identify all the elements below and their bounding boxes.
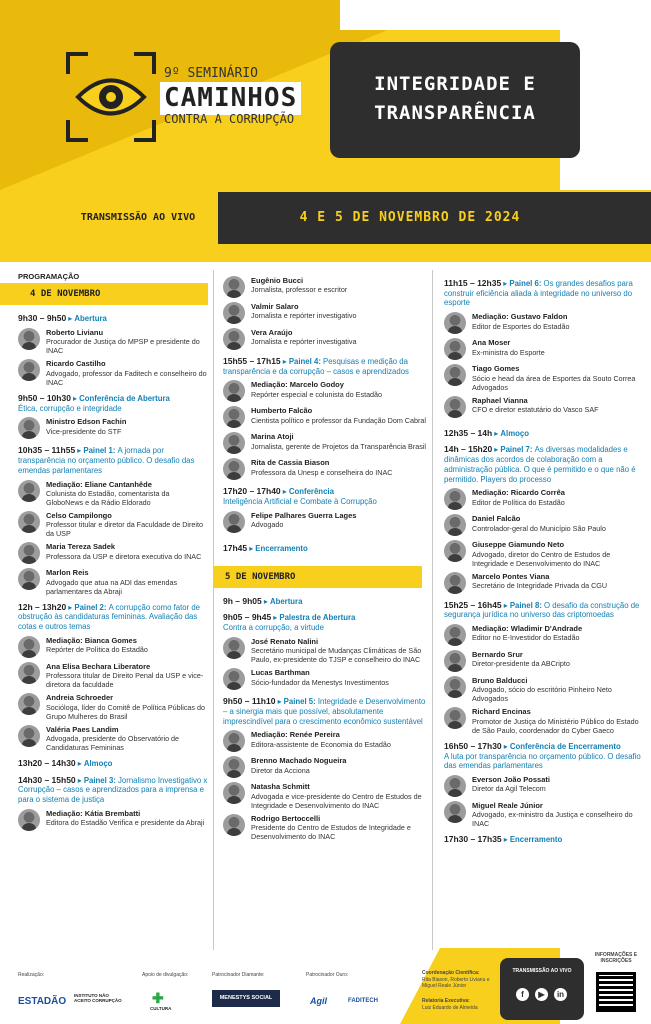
- avatar: [223, 302, 245, 324]
- arrow-icon: ▸: [277, 697, 284, 707]
- panel-label: Painel 2:: [74, 602, 107, 612]
- speaker-role: Presidente do Centro de Estudos de Integridade e Desenvolvimento do INAC: [251, 823, 411, 842]
- speaker: [223, 782, 426, 809]
- session-time: 9h50 – 10h30: [18, 392, 71, 403]
- session: [444, 428, 644, 439]
- session-subtitle: Inteligência Artificial e Combate à Corrupção: [223, 497, 377, 507]
- speaker-role: Advogada e vice-presidente do Centro de Estudos de Integridade e Desenvolvimento do INAC: [251, 791, 422, 810]
- session: [223, 486, 426, 506]
- avatar: [444, 650, 466, 672]
- session-title: Conferência de Encerramento: [509, 741, 621, 751]
- avatar: [223, 782, 245, 804]
- speaker: [444, 624, 644, 646]
- session-time: 14h – 15h20: [444, 444, 493, 455]
- panel-label: Painel 4:: [288, 357, 321, 366]
- arrow-icon: ▸: [503, 600, 510, 610]
- arrow-icon: ▸: [68, 314, 75, 324]
- arrow-icon: ▸: [68, 602, 75, 612]
- speaker-role: Professora da Unesp e conselheira do INAC: [251, 467, 393, 477]
- speaker-name: Rodrigo Bertoccelli: [251, 813, 321, 823]
- agil-logo: Agil: [310, 996, 327, 1006]
- speaker-name: Maria Tereza Sadek: [46, 542, 116, 552]
- relatoria-name: Luiz Eduardo de Almeida: [422, 1005, 478, 1011]
- avatar: [444, 338, 466, 360]
- session-title: Encerramento: [509, 835, 563, 845]
- avatar: [18, 511, 40, 533]
- speaker-role: Editora-assistente de Economia do Estadão: [251, 739, 391, 749]
- session-time: 12h – 13h20: [18, 601, 67, 612]
- estadao-logo: ESTADÃO: [18, 996, 67, 1007]
- speaker-name: Valmir Salaro: [251, 302, 299, 311]
- arrow-icon: ▸: [249, 543, 256, 553]
- speaker-role: Jornalista, gerente de Projetos da Transparência Brasil: [251, 441, 426, 451]
- session: [444, 834, 644, 845]
- theme-box: [330, 42, 580, 158]
- speaker-name: Bernardo Srur: [472, 650, 523, 660]
- program-column-1: [18, 272, 208, 831]
- speaker: [18, 809, 208, 831]
- speaker-role: Ex-ministra do Esporte: [472, 347, 545, 357]
- panel-label: Painel 6:: [509, 279, 542, 288]
- speaker-role: Jornalista e repórter investigativo: [251, 311, 357, 321]
- avatar: [444, 540, 466, 562]
- speaker-name: Ana Elisa Bechara Liberatore: [46, 661, 151, 671]
- avatar: [223, 756, 245, 778]
- speaker: [223, 432, 426, 454]
- avatar: [18, 359, 40, 381]
- speaker-name: Mediação: Eliane Cantanhêde: [46, 479, 152, 489]
- day-band: 5 DE NOVEMBRO: [213, 566, 422, 588]
- speaker: [18, 417, 208, 439]
- session-time: 12h35 – 14h: [444, 427, 493, 438]
- session: [444, 741, 644, 771]
- speaker-name: Mediação: Marcelo Godoy: [251, 380, 344, 390]
- session-subtitle: A luta por transparência no orçamento público. O desafio das emendas parlamentares: [444, 751, 641, 771]
- session-time: 9h30 – 9h50: [18, 313, 67, 324]
- session: [223, 356, 426, 376]
- program-column-2: [223, 272, 426, 841]
- speaker: [444, 676, 644, 703]
- session-time: 10h35 – 11h55: [18, 445, 76, 456]
- speaker-role: Cientista político e professor da Fundação Dom Cabral: [251, 415, 426, 425]
- panel-label: Painel 5:: [283, 697, 316, 707]
- arrow-icon: ▸: [282, 357, 289, 366]
- avatar: [18, 417, 40, 439]
- avatar: [444, 364, 466, 386]
- speaker-name: Mediação: Kátia Brembatti: [46, 808, 141, 818]
- speaker: [18, 542, 208, 564]
- session-time: 14h30 – 15h50: [18, 774, 76, 785]
- speaker: [444, 312, 644, 334]
- speaker: [223, 637, 426, 664]
- speaker-name: Eugênio Bucci: [251, 276, 304, 285]
- speaker-role: Jornalista, professor e escritor: [251, 285, 348, 295]
- speaker-role: Advogado que atua na ADI das emendas parlamentares da Abraji: [46, 577, 178, 596]
- avatar: [223, 814, 245, 836]
- session-time: 9h – 9h05: [223, 595, 262, 606]
- speaker: [444, 572, 644, 594]
- speaker: [223, 302, 426, 324]
- session: [18, 393, 208, 413]
- session-title: Conferência: [288, 487, 334, 497]
- speaker-role: Advogado, diretor do Centro de Estudos de Integridade e Desenvolvimento do INAC: [472, 549, 611, 568]
- speaker: [223, 511, 426, 533]
- session: [18, 445, 208, 475]
- inac-logo: INSTITUTO NÃO ACEITO CORRUPÇÃO: [74, 993, 122, 1003]
- session: [18, 313, 208, 324]
- session-title: Palestra de Abertura: [279, 613, 356, 623]
- avatar: [223, 668, 245, 690]
- speaker-role: Diretor-presidente da ABCripto: [472, 659, 570, 669]
- speaker-name: Ricardo Castilho: [46, 359, 106, 369]
- speaker: [18, 359, 208, 386]
- avatar: [223, 406, 245, 428]
- arrow-icon: ▸: [77, 775, 84, 785]
- session-time: 11h15 – 12h35: [444, 278, 502, 288]
- speaker-name: Marcelo Pontes Viana: [472, 571, 550, 581]
- avatar: [444, 775, 466, 797]
- column-divider: [432, 270, 433, 950]
- speaker-role: Editora do Estadão Verifica e presidente da Abraji: [46, 818, 205, 828]
- speaker-name: Roberto Livianu: [46, 328, 104, 338]
- avatar: [18, 725, 40, 747]
- cultura-logo: CULTURA: [150, 1006, 172, 1011]
- speaker: [444, 364, 644, 391]
- speaker: [223, 730, 426, 752]
- speaker-name: Mediação: Wladimir D'Andrade: [472, 624, 583, 634]
- arrow-icon: ▸: [273, 613, 280, 623]
- speaker-role: Jornalista e repórter investigativa: [251, 337, 357, 347]
- speaker: [444, 396, 644, 418]
- arrow-icon: ▸: [73, 393, 80, 403]
- session: [444, 600, 644, 620]
- footer-label-diamante: Patrocinador Diamante:: [212, 972, 265, 978]
- speaker: [444, 775, 644, 797]
- facebook-icon[interactable]: f: [516, 988, 529, 1001]
- session-title: A jornada por transparência no orçamento público. O desafio das emendas parlamentares: [18, 446, 195, 475]
- avatar: [18, 328, 40, 350]
- avatar: [18, 693, 40, 715]
- speaker: [18, 725, 208, 752]
- session: [18, 758, 208, 769]
- session-time: 17h30 – 17h35: [444, 834, 502, 845]
- session-time: 15h25 – 16h45: [444, 599, 502, 610]
- speaker-name: Tiago Gomes: [472, 364, 520, 374]
- relatoria-label: Relatoria Executiva:: [422, 998, 470, 1004]
- speaker: [223, 380, 426, 402]
- avatar: [18, 636, 40, 658]
- avatar: [444, 624, 466, 646]
- session: [223, 612, 426, 632]
- event-dates: 4 E 5 DE NOVEMBRO DE 2024: [299, 210, 521, 225]
- speaker: [18, 328, 208, 355]
- speaker: [18, 662, 208, 689]
- footer-label-realizacao: Realização:: [18, 972, 45, 978]
- speaker-role: Advogado, ex-ministro da Justiça e conselheiro do INAC: [472, 810, 633, 829]
- speaker-name: Mediação: Ricardo Corrêa: [472, 488, 565, 498]
- arrow-icon: ▸: [77, 446, 84, 456]
- speaker-name: Miguel Reale Júnior: [472, 801, 543, 811]
- speaker-role: Socióloga, líder do Comitê de Política Públicas do Grupo Mulheres do Brasil: [46, 702, 206, 721]
- session-title: Encerramento: [255, 543, 308, 553]
- live-label: TRANSMISSÃO AO VIVO: [58, 192, 218, 244]
- session-title: Almoço: [83, 758, 113, 768]
- session-subtitle: Ética, corrupção e integridade: [18, 403, 122, 413]
- arrow-icon: ▸: [503, 279, 510, 288]
- speaker-role: Editor de Esportes do Estadão: [472, 321, 570, 331]
- session: [18, 602, 208, 632]
- avatar: [18, 480, 40, 502]
- menestys-logo: MENESTYS SOCIAL: [212, 990, 280, 1007]
- speaker: [444, 514, 644, 536]
- speaker-name: Mediação: Gustavo Faldon: [472, 312, 568, 322]
- arrow-icon: ▸: [494, 428, 501, 438]
- speaker-name: José Renato Nalini: [251, 636, 319, 646]
- avatar: [18, 542, 40, 564]
- brand-title: CAMINHOS: [160, 82, 301, 115]
- session-title: As diversas modalidades e dinâmicas dos acordos de colaboração com a administração pública. O que é permitido e o que não é permitido. Players do processo: [444, 445, 636, 484]
- qr-code-icon[interactable]: [596, 972, 636, 1012]
- avatar: [223, 730, 245, 752]
- avatar: [223, 380, 245, 402]
- speaker: [223, 406, 426, 428]
- avatar: [444, 488, 466, 510]
- avatar: [223, 276, 245, 298]
- session: [223, 543, 426, 554]
- speaker-role: Promotor de Justiça do Ministério Público do Estado de São Paulo, coordenador do Cyber Gaeco: [472, 716, 639, 735]
- speaker-role: Vice-presidente do STF: [46, 426, 122, 436]
- speaker-role: Professora da USP e diretora executiva do INAC: [46, 551, 202, 561]
- avatar: [444, 572, 466, 594]
- session-title: Jornalismo Investigativo x Corrupção – casos e aprendizados para a imprensa e para o sistema de justiça: [18, 775, 208, 805]
- speaker-name: Lucas Barthman: [251, 668, 310, 678]
- avatar: [444, 396, 466, 418]
- avatar: [18, 809, 40, 831]
- speaker-name: Daniel Falcão: [472, 514, 521, 524]
- avatar: [223, 637, 245, 659]
- speaker-name: Humberto Falcão: [251, 406, 313, 416]
- speaker-name: Valéria Paes Landim: [46, 724, 119, 734]
- session-title: Pesquisas e medição da transparência e da corrupção – casos e aprendizados: [223, 357, 409, 376]
- session: [18, 775, 208, 805]
- speaker-name: Raphael Vianna: [472, 395, 528, 405]
- day-band: 4 DE NOVEMBRO: [0, 283, 208, 305]
- speaker-name: Felipe Palhares Guerra Lages: [251, 510, 357, 520]
- avatar: [223, 328, 245, 350]
- speaker-role: Sócio-fundador da Menestys Investimentos: [251, 677, 389, 687]
- program-heading: PROGRAMAÇÃO: [18, 272, 80, 281]
- speaker-role: Colunista do Estadão, comentarista da GloboNews e da Rádio Eldorado: [46, 488, 170, 507]
- column-divider: [213, 270, 214, 950]
- speaker: [444, 488, 644, 510]
- speaker-role: Advogado, sócio do escritório Pinheiro Neto Advogados: [472, 685, 612, 704]
- speaker-name: Andreia Schroeder: [46, 693, 114, 703]
- speaker-name: Marina Atoji: [251, 432, 294, 442]
- speaker-name: Natasha Schmitt: [251, 782, 310, 792]
- avatar: [18, 568, 40, 590]
- speaker-role: Repórter especial e colunista do Estadão: [251, 389, 383, 399]
- speaker: [223, 328, 426, 350]
- session-title: Almoço: [500, 428, 529, 438]
- avatar: [444, 676, 466, 698]
- speaker-name: Celso Campilongo: [46, 510, 112, 520]
- avatar: [18, 662, 40, 684]
- arrow-icon: ▸: [494, 445, 501, 455]
- session-time: 13h20 – 14h30: [18, 757, 76, 768]
- session-time: 9h50 – 11h10: [223, 696, 276, 707]
- speaker: [444, 338, 644, 360]
- session-title: Conferência de Abertura: [79, 393, 170, 403]
- footer-label-apoio: Apoio de divulgação:: [142, 972, 189, 978]
- speaker: [18, 693, 208, 720]
- speaker: [223, 756, 426, 778]
- session-time: 17h20 – 17h40: [223, 486, 281, 497]
- youtube-icon[interactable]: ▶: [535, 988, 548, 1001]
- arrow-icon: ▸: [503, 835, 510, 845]
- session-title: Integridade e Desenvolvimento – a sinergia mais que possível, absolutamente imprescindível para o crescimento econômico sustentável: [223, 697, 426, 726]
- speaker-role: Secretário municipal de Mudanças Climáticas de São Paulo, ex-presidente do TJSP e conselheiro do INAC: [251, 646, 422, 665]
- speaker-name: Ministro Edson Fachin: [46, 417, 127, 427]
- edition-label: 9º SEMINÁRIO: [164, 66, 258, 81]
- panel-label: Painel 1:: [83, 446, 116, 456]
- speaker-role: Repórter de Política do Estadão: [46, 645, 148, 655]
- session: [223, 696, 426, 726]
- session-time: 9h05 – 9h45: [223, 612, 272, 623]
- speaker-role: Controlador-geral do Município São Paulo: [472, 523, 606, 533]
- session: [444, 444, 644, 484]
- speaker: [18, 636, 208, 658]
- info-label: INFORMAÇÕES E INSCRIÇÕES: [594, 952, 638, 965]
- session-title: O desafio da construção de segurança jurídica no universo das criptomoedas: [444, 600, 640, 620]
- speaker-name: Everson João Possati: [472, 775, 550, 785]
- coord-names: Rita Biason, Roberto Livianu e Miguel Reale Júnior: [422, 977, 490, 990]
- speaker-role: Editor de Política do Estadão: [472, 497, 565, 507]
- session-title: Abertura: [74, 314, 107, 324]
- session-title: Abertura: [269, 596, 303, 606]
- speaker-name: Richard Encinas: [472, 707, 531, 717]
- arrow-icon: ▸: [503, 741, 510, 751]
- program-column-3: [444, 278, 644, 845]
- speaker: [444, 801, 644, 828]
- speaker-role: CFO e diretor estatutário do Vasco SAF: [472, 404, 599, 414]
- speaker-role: Advogada, presidente do Observatório de Candidaturas Femininas: [46, 733, 180, 752]
- speaker-role: Diretor da Agil Telecom: [472, 784, 546, 794]
- session: [444, 278, 644, 308]
- speaker-role: Professor titular e diretor da Faculdade de Direito da USP: [46, 520, 204, 539]
- speaker-name: Bruno Balducci: [472, 676, 528, 686]
- speaker: [18, 480, 208, 507]
- speaker: [18, 511, 208, 538]
- speaker-role: Advogado: [251, 520, 284, 530]
- speaker-name: Brenno Machado Nogueira: [251, 756, 347, 766]
- session-title: Os grandes desafios para construir eficiência aliada à integridade no universo do esporte: [444, 279, 633, 308]
- speaker-name: Mediação: Renée Pereira: [251, 730, 340, 740]
- speaker-role: Professora titular de Direito Penal da USP e vice-diretora da faculdade: [46, 671, 204, 690]
- avatar: [444, 312, 466, 334]
- speaker-role: Advogado, professor da Faditech e conselheiro do INAC: [46, 368, 207, 387]
- speaker: [223, 668, 426, 690]
- cultura-plus-icon: ✚: [152, 990, 164, 1006]
- theme-line-1: INTEGRIDADE E: [374, 73, 536, 95]
- speaker: [18, 568, 208, 595]
- speaker: [223, 814, 426, 841]
- linkedin-icon[interactable]: in: [554, 988, 567, 1001]
- arrow-icon: ▸: [282, 487, 289, 497]
- speaker-name: Marlon Reis: [46, 568, 89, 578]
- speaker-role: Secretário de Integridade Privada da CGU: [472, 581, 608, 590]
- session-time: 17h45: [223, 542, 248, 553]
- session-time: 15h55 – 17h15: [223, 356, 281, 366]
- theme-line-2: TRANSPARÊNCIA: [374, 102, 536, 124]
- speaker-name: Rita de Cassia Biason: [251, 458, 330, 468]
- avatar: [223, 432, 245, 454]
- live-box-label: TRANSMISSÃO AO VIVO: [512, 968, 572, 974]
- speaker: [223, 458, 426, 480]
- avatar: [444, 801, 466, 823]
- speaker-role: Procurador de Justiça do MPSP e presidente do INAC: [46, 337, 200, 356]
- avatar: [223, 511, 245, 533]
- coord-label: Coordenação Científica:: [422, 970, 480, 976]
- speaker-name: Ana Moser: [472, 338, 511, 348]
- speaker-role: Diretor da Acciona: [251, 765, 310, 775]
- speaker: [444, 650, 644, 672]
- faditech-logo: FADITECH: [348, 998, 378, 1004]
- panel-label: Painel 8:: [509, 600, 542, 610]
- speaker: [223, 276, 426, 298]
- arrow-icon: ▸: [77, 758, 84, 768]
- session-time: 16h50 – 17h30: [444, 740, 502, 751]
- panel-label: Painel 7:: [500, 445, 533, 455]
- avatar: [444, 514, 466, 536]
- avatar: [223, 458, 245, 480]
- speaker-name: Vera Araújo: [251, 328, 293, 337]
- panel-label: Painel 3:: [83, 775, 116, 785]
- brand-subtitle: CONTRA A CORRUPÇÃO: [164, 112, 295, 126]
- speaker-name: Mediação: Bianca Gomes: [46, 635, 137, 645]
- speaker-role: Sócio e head da área de Esportes da Souto Correa Advogados: [472, 373, 636, 392]
- session-subtitle: Contra a corrupção, a virtude: [223, 623, 324, 633]
- footer-label-ouro: Patrocinador Ouro:: [306, 972, 349, 978]
- speaker: [444, 540, 644, 567]
- speaker: [444, 707, 644, 734]
- speaker-role: Editor no E-Investidor do Estadão: [472, 633, 580, 643]
- avatar: [444, 707, 466, 729]
- session-title: A corrupção como fator de obstrução às candidaturas femininas. Avaliação das cotas e outros temas: [18, 602, 201, 632]
- speaker-name: Giuseppe Giamundo Neto: [472, 540, 565, 550]
- arrow-icon: ▸: [263, 596, 270, 606]
- session: [223, 596, 426, 607]
